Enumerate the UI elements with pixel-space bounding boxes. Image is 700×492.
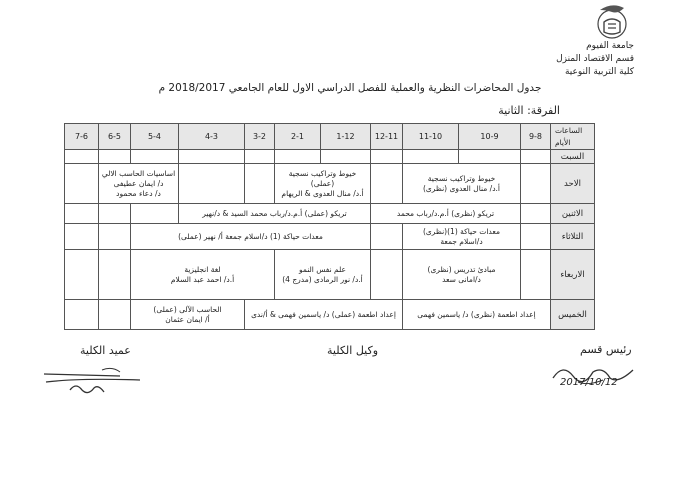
slot-header: 9-8 bbox=[521, 124, 551, 150]
schedule-title: جدول المحاضرات النظرية والعملية للفصل الدراسي الاول للعام الجامعي 2018/2017 م bbox=[158, 82, 542, 94]
slot-header: 2-1 bbox=[275, 124, 321, 150]
lecture-cell: معدات حياكة (1)(نظرى) د/اسلام جمعة bbox=[403, 224, 521, 250]
lecture-cell: إعداد اطعمة (نظرى) د/ ياسمين فهمى bbox=[403, 300, 551, 330]
lecture-cell: لغة انجليزية أ.د/ احمد عبد السلام bbox=[131, 250, 275, 300]
faculty-name: كلية التربية النوعية bbox=[564, 67, 634, 77]
row-monday bbox=[65, 204, 595, 224]
lecture-cell: إعداد اطعمة (عملى) د/ ياسمين فهمى & أ/ندى bbox=[245, 300, 403, 330]
university-name: جامعة الفيوم bbox=[586, 41, 634, 51]
lecture-cell: خيوط وتراكيب نسجية (عملى) أ.د/ منال العدوى & الريهام bbox=[275, 164, 371, 204]
row-sunday bbox=[65, 164, 595, 204]
row-saturday bbox=[65, 150, 595, 164]
header-block bbox=[556, 40, 634, 79]
department-name: قسم الاقتصاد المنزل bbox=[556, 54, 634, 64]
row-tuesday bbox=[65, 224, 595, 250]
row-thursday bbox=[65, 300, 595, 330]
lecture-cell: خيوط وتراكيب نسجية أ.د/ منال العدوى (نظرى) bbox=[403, 164, 521, 204]
day-saturday: السبت bbox=[551, 150, 595, 164]
head-of-department-label: رئيس قسم bbox=[580, 343, 632, 356]
slot-header: 11-10 bbox=[403, 124, 459, 150]
slot-header: 12-11 bbox=[371, 124, 403, 150]
slot-header: 4-3 bbox=[179, 124, 245, 150]
dean-label: عميد الكلية bbox=[80, 344, 131, 357]
day-wednesday: الاربعاء bbox=[551, 250, 595, 300]
lecture-cell: تريكو (عملى) أ.م.د/رباب محمد السيد & د/نهير bbox=[179, 204, 371, 224]
lecture-cell: الحاسب الآلى (عملى) أ/ ايمان عثمان bbox=[131, 300, 245, 330]
day-monday: الاثنين bbox=[551, 204, 595, 224]
slot-header: 7-6 bbox=[65, 124, 99, 150]
slot-header: 6-5 bbox=[99, 124, 131, 150]
corner-cell bbox=[551, 124, 595, 150]
lecture-cell: مبادئ تدريس (نظرى) د/امانى سعد bbox=[403, 250, 521, 300]
grade-label: الفرقة: الثانية bbox=[498, 104, 560, 117]
day-sunday: الاحد bbox=[551, 164, 595, 204]
day-thursday: الخميس bbox=[551, 300, 595, 330]
dean-signature bbox=[40, 364, 150, 400]
lecture-cell: معدات حياكة (1) د/اسلام جمعة أ/ نهير (عملى) bbox=[131, 224, 371, 250]
header-row bbox=[65, 124, 595, 150]
lecture-cell: تريكو (نظرى) أ.م.د/رباب محمد bbox=[371, 204, 521, 224]
slot-header: 10-9 bbox=[459, 124, 521, 150]
lecture-cell: علم نفس النمو أ.د/ نور الرمادى (مدرج 4) bbox=[275, 250, 371, 300]
lecture-cell: اساسيات الحاسب الالي د/ ايمان عطيفى د/ دعاء محمود bbox=[99, 164, 179, 204]
days-label: الأيام bbox=[555, 138, 571, 147]
vice-dean-label: وكيل الكلية bbox=[327, 344, 379, 357]
day-tuesday: الثلاثاء bbox=[551, 224, 595, 250]
slot-header: 3-2 bbox=[245, 124, 275, 150]
university-logo bbox=[592, 2, 632, 42]
slot-header: 5-4 bbox=[131, 124, 179, 150]
signature-date: 2017/10/12 bbox=[560, 377, 618, 388]
schedule-table bbox=[64, 123, 595, 330]
row-wednesday bbox=[65, 250, 595, 300]
hours-label: الساعات bbox=[555, 126, 583, 135]
slot-header: 1-12 bbox=[321, 124, 371, 150]
